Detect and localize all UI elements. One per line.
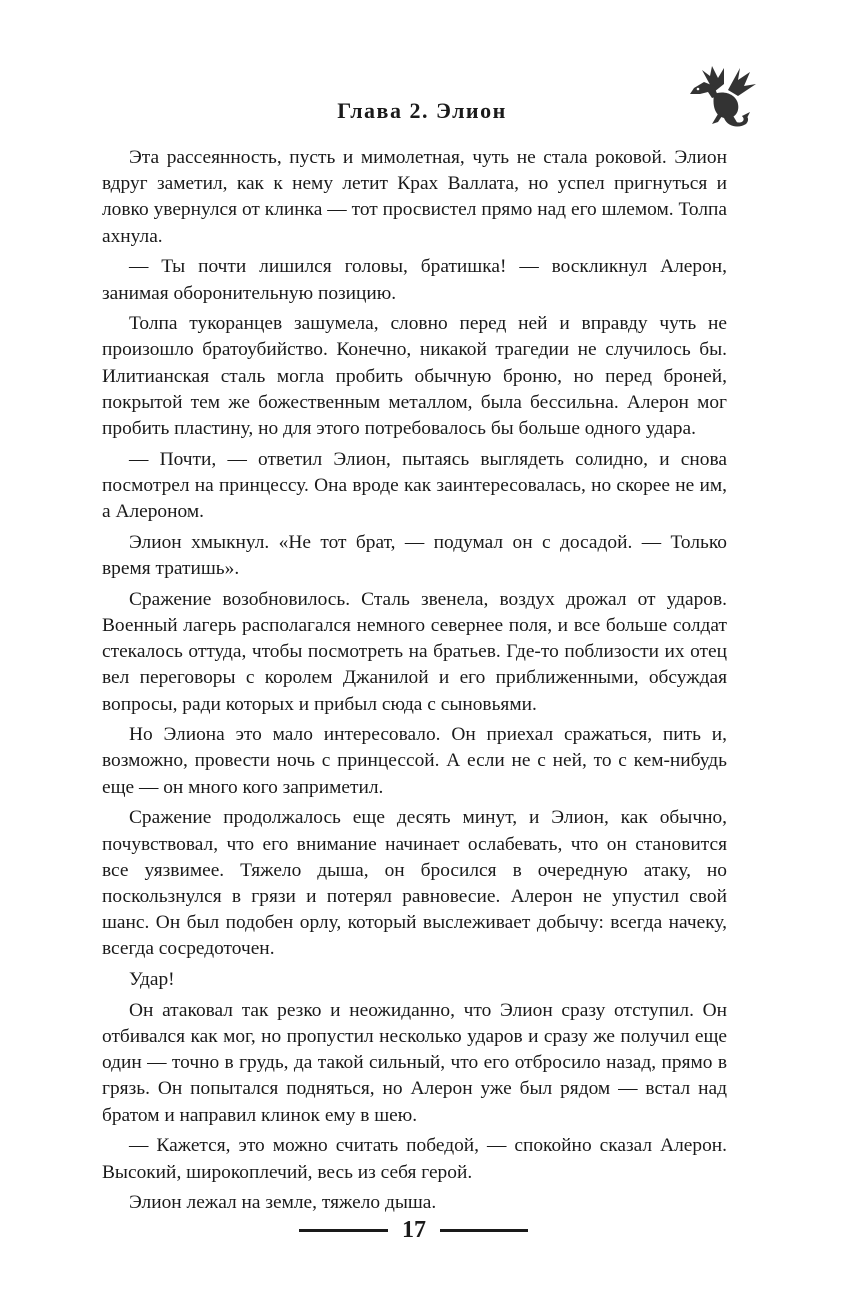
paragraph: Эта рассеянность, пусть и мимолетная, чуть не стала роковой. Элион вдруг заметил, как к нему летит Крах Валлата, но успел пригнуться и ловко увернулся от клинка — тот просвистел прямо над его шлемом. Толпа ахнула. xyxy=(102,147,727,247)
page-number: 17 xyxy=(402,1217,426,1243)
paragraph: — Ты почти лишился головы, братишка! — воскликнул Алерон, занимая оборонительную позицию. xyxy=(102,256,727,304)
paragraph: Удар! xyxy=(129,969,175,991)
paragraph: Сражение возобновилось. Сталь звенела, воздух дрожал от ударов. Военный лагерь располагался немного севернее поля, и все больше солдат стекалось оттуда, чтобы посмотреть на братьев. Где-то поблизости их отец вел переговоры с королем Джанилой и его приближенными, обсуждая вопросы, ради которых и прибыл сюда с сыновьями. xyxy=(102,588,727,715)
footer-rule-right xyxy=(440,1229,528,1232)
dragon-icon xyxy=(684,62,758,142)
body-text xyxy=(102,145,727,1221)
paragraph: Сражение продолжалось еще десять минут, и Элион, как обычно, почувствовал, что его внимание начинает ослабевать, что он становится все уязвимее. Тяжело дыша, он бросился в очередную атаку, но поскользнулся в грязи и потерял равновесие. Алерон не упустил свой шанс. Он был подобен орлу, который выслеживает добычу: всегда начеку, всегда сосредоточен. xyxy=(102,807,727,960)
paragraph: Но Элиона это мало интересовало. Он приехал сражаться, пить и, возможно, провести ночь с принцессой. А если не с ней, то с кем-нибудь еще — он много кого заприметил. xyxy=(102,724,727,798)
footer-rule-left xyxy=(299,1229,388,1232)
page-footer xyxy=(0,1212,844,1248)
paragraph: Элион лежал на земле, тяжело дыша. xyxy=(129,1192,437,1214)
paragraph: Толпа тукоранцев зашумела, словно перед ней и вправду чуть не произошло братоубийство. Конечно, никакой трагедии не случилось бы. Илитианская сталь могла пробить обычную броню, но перед броней, покрытой тем же божественным металлом, была бессильна. Алерон мог пробить пластину, но для этого потребовалось бы больше одного удара. xyxy=(102,313,727,440)
paragraph: — Почти, — ответил Элион, пытаясь выглядеть солидно, и снова посмотрел на принцессу. Она вроде как заинтересовалась, но скорее не им, а Алероном. xyxy=(102,448,727,523)
paragraph: — Кажется, это можно считать победой, — спокойно сказал Алерон. Высокий, широкоплечий, весь из себя герой. xyxy=(102,1135,727,1183)
running-head: Глава 2. Элион xyxy=(337,98,507,123)
paragraph: Элион хмыкнул. «Не тот брат, — подумал он с досадой. — Только время тратишь». xyxy=(102,531,727,580)
paragraph: Он атаковал так резко и неожиданно, что Элион сразу отступил. Он отбивался как мог, но пропустил несколько ударов и сразу же получил еще один — точно в грудь, да такой сильный, что его отбросило назад, прямо в грязь. Он попытался подняться, но Алерон уже был рядом — встал над братом и направил клинок ему в шею. xyxy=(102,999,727,1126)
